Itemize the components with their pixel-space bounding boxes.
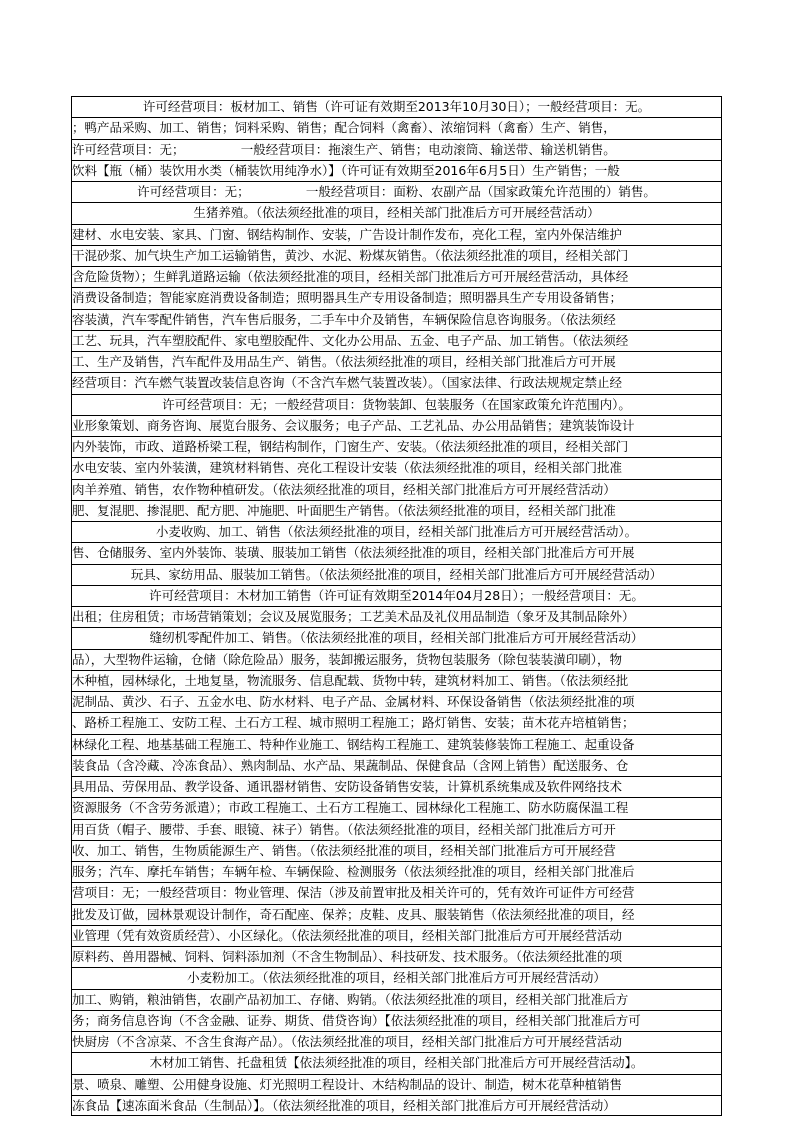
cell-text: ；鸭产品采购、加工、销售；饲料采购、销售；配合饲料（禽畜）、浓缩饲料（禽畜）生产、销售， xyxy=(72,120,616,136)
table-row xyxy=(71,925,722,946)
table-row xyxy=(71,755,722,776)
table-row xyxy=(71,181,722,202)
table-row xyxy=(71,712,722,733)
cell-text: 许可经营项目：无； 一般经营项目：面粉、农副产品（国家政策允许范围的）销售。 xyxy=(137,184,656,199)
table-row xyxy=(71,585,722,606)
table-row xyxy=(71,500,722,521)
table-row xyxy=(71,245,722,266)
cell-text: 业管理（凭有效资质经营）、小区绿化。（依法须经批准的项目，经相关部门批准后方可开展经营活动 xyxy=(72,927,623,943)
business-scope-table xyxy=(71,96,722,1116)
table-row xyxy=(71,96,722,117)
table-row xyxy=(71,946,722,967)
cell-text: 景、喷泉、雕塑、公用健身设施、灯光照明工程设计、木结构制品的设计、制造，树木花草种植销售 xyxy=(72,1076,623,1092)
cell-text: 木种植，园林绿化，土地复垦，物流服务、信息配载、货物中转，建筑材料加工、销售。（依法须经批 xyxy=(72,672,629,688)
cell-text: 建材、水电安装、家具、门窗、钢结构制作、安装，广告设计制作发布，亮化工程，室内外保洁维护 xyxy=(72,226,623,242)
cell-text: 营项目：无；一般经营项目：物业管理、保洁（涉及前置审批及相关许可的，凭有效许可证件方可经营 xyxy=(72,885,635,901)
cell-text: 、路桥工程施工、安防工程、土石方工程、城市照明工程施工；路灯销售、安装；苗木花卉培植销售； xyxy=(72,715,635,731)
cell-text: 玩具、家纺用品、服装加工销售。（依法须经批准的项目，经相关部门批准后方可开展经营活动） xyxy=(130,566,663,582)
table-row xyxy=(71,989,722,1010)
table-row xyxy=(71,266,722,287)
table-row xyxy=(71,139,722,160)
table-row xyxy=(71,904,722,925)
cell-text: 品），大型物件运输，仓储（除危险品）服务，装卸搬运服务，货物包装服务（除包装装潢印刷），物 xyxy=(72,651,623,667)
table-row xyxy=(71,627,722,648)
table-row xyxy=(71,649,722,670)
table-row xyxy=(71,224,722,245)
cell-text: 具用品、劳保用品、教学设备、通讯器材销售、安防设备销售安装，计算机系统集成及软件网络技术 xyxy=(72,779,623,794)
cell-text: 小麦收购、加工、销售（依法须经批准的项目，经相关部门批准后方可开展经营活动）。 xyxy=(155,524,638,539)
table-row xyxy=(71,1074,722,1095)
table-row xyxy=(71,117,722,138)
table-row xyxy=(71,1010,722,1031)
cell-text: 售、仓储服务、室内外装饰、装璜、服装加工销售（依法须经批准的项目，经相关部门批准后方可开展 xyxy=(72,545,635,561)
cell-text: 水电安装、室内外装潢，建筑材料销售、亮化工程设计安装（依法须经批准的项目，经相关部门批准 xyxy=(72,460,623,476)
cell-text: 经营项目：汽车燃气装置改装信息咨询（不含汽车燃气装置改装）。（国家法律、行政法规规定禁止经 xyxy=(72,375,623,391)
table-row xyxy=(71,202,722,223)
table-row xyxy=(71,1052,722,1073)
table-row xyxy=(71,882,722,903)
cell-text: 加工、购销，粮油销售，农副产品初加工、存储、购销。（依法须经批准的项目，经相关部门批准后方 xyxy=(72,991,629,1007)
table-row xyxy=(71,372,722,393)
cell-text: 业形象策划、商务咨询、展览台服务、会议服务；电子产品、工艺礼品、办公用品销售；建筑装饰设计 xyxy=(72,417,635,433)
cell-text: 工艺、玩具，汽车塑胶配件、家电塑胶配件、文化办公用品、五金、电子产品、加工销售。（依法须经 xyxy=(72,332,629,348)
table-row xyxy=(71,1095,722,1116)
table-row xyxy=(71,967,722,988)
table-row xyxy=(71,542,722,563)
cell-text: 林绿化工程、地基基础工程施工、特种作业施工、钢结构工程施工、建筑装修装饰工程施工、起重设备 xyxy=(72,736,635,752)
cell-text: 工、生产及销售，汽车配件及用品生产、销售。（依法须经批准的项目，经相关部门批准后方可开展 xyxy=(72,354,616,369)
cell-text: 许可经营项目：木材加工销售（许可证有效期至2014年04月28日）；一般经营项目：无。 xyxy=(149,587,644,603)
table-row xyxy=(71,819,722,840)
cell-text: 肉羊养殖、销售，农作物种植研发。（依法须经批准的项目，经相关部门批准后方可开展经营活动） xyxy=(72,481,616,497)
table-row xyxy=(71,415,722,436)
cell-text: 干混砂浆、加气块生产加工运输销售，黄沙、水泥、粉煤灰销售。（依法须经批准的项目，经相关部门 xyxy=(72,247,629,263)
cell-text: 原料药、兽用器械、饲料、饲料添加剂（不含生物制品）、科技研发、技术服务。（依法须经批准的项 xyxy=(72,949,623,964)
cell-text: 含危险货物）；生鲜乳道路运输（依法须经批准的项目，经相关部门批准后方可开展经营活动，具体经 xyxy=(72,269,629,284)
cell-text: 内外装饰，市政、道路桥梁工程，钢结构制作，门窗生产、安装。（依法须经批准的项目，经相关部门 xyxy=(72,439,629,454)
table-row xyxy=(71,1031,722,1052)
cell-text: 缝纫机零配件加工、销售。（依法须经批准的项目，经相关部门批准后方可开展经营活动） xyxy=(149,630,644,646)
table-row xyxy=(71,776,722,797)
table-row xyxy=(71,160,722,181)
cell-text: 冻食品【速冻面米食品（生制品）】。（依法须经批准的项目，经相关部门批准后方可开展经营活动） xyxy=(72,1097,616,1113)
table-row xyxy=(71,309,722,330)
cell-text: 木材加工销售、托盘租赁【依法须经批准的项目，经相关部门批准后方可开展经营活动】。 xyxy=(149,1055,644,1071)
cell-text: 出租；住房租赁；市场营销策划；会议及展览服务；工艺美术品及礼仪用品制造（象牙及其制品除外） xyxy=(72,609,635,624)
cell-text: 快厨房（不含凉菜、不含生食海产品）。（依法须经批准的项目，经相关部门批准后方可开展经营活动 xyxy=(72,1034,623,1049)
cell-text: 肥、复混肥、掺混肥、配方肥、冲施肥、叶面肥生产销售。（依法须经批准的项目，经相关部门批准 xyxy=(72,502,616,518)
table-row xyxy=(71,670,722,691)
cell-text: 消费设备制造；智能家庭消费设备制造；照明器具生产专用设备制造；照明器具生产专用设备销售； xyxy=(72,290,623,306)
cell-text: 收、加工、销售，生物质能源生产、销售。（依法须经批准的项目，经相关部门批准后方可开展经营 xyxy=(72,842,616,858)
table-row xyxy=(71,351,722,372)
table-row xyxy=(71,564,722,585)
table-row xyxy=(71,330,722,351)
table-row xyxy=(71,606,722,627)
cell-text: 小麦粉加工。（依法须经批准的项目，经相关部门批准后方可开展经营活动） xyxy=(187,970,606,986)
cell-text: 批发及订做，园林景观设计制作，奇石配座、保养；皮鞋、皮具、服装销售（依法须经批准的项目，经 xyxy=(72,906,635,922)
cell-text: 资源服务（不含劳务派遣）；市政工程施工、土石方工程施工、园林绿化工程施工、防水防腐保温工程 xyxy=(72,800,629,816)
table-row xyxy=(71,521,722,542)
cell-text: 服务；汽车、摩托车销售；车辆年检、车辆保险、检测服务（依法须经批准的项目，经相关部门批准后 xyxy=(72,864,635,879)
table-row xyxy=(71,840,722,861)
table-row xyxy=(71,797,722,818)
cell-text: 务；商务信息咨询（不含金融、证券、期货、借贷咨询）【依法须经批准的项目，经相关部门批准后方可 xyxy=(72,1012,641,1028)
cell-text: 用百货（帽子、腰带、手套、眼镜、袜子）销售。（依法须经批准的项目，经相关部门批准后方可开 xyxy=(72,821,616,837)
table-row xyxy=(71,479,722,500)
table-row xyxy=(71,734,722,755)
cell-text: 许可经营项目：无； 一般经营项目：拖滚生产、销售；电动滚筒、输送带、输送机销售。 xyxy=(72,141,616,157)
table-row xyxy=(71,861,722,882)
cell-text: 饮料【瓶（桶）装饮用水类（桶装饮用纯净水）】（许可证有效期至2016年6月5日）生产销售；一般 xyxy=(72,162,620,178)
cell-text: 容装潢，汽车零配件销售，汽车售后服务，二手车中介及销售，车辆保险信息咨询服务。（依法须经 xyxy=(72,311,616,327)
cell-text: 生猪养殖。（依法须经批准的项目，经相关部门批准后方可开展经营活动） xyxy=(193,205,600,221)
cell-text: 泥制品、黄沙、石子、五金水电、防水材料、电子产品、金属材料、环保设备销售（依法须经批准的项 xyxy=(72,694,635,709)
cell-text: 许可经营项目：无；一般经营项目：货物装卸、包装服务（在国家政策允许范围内）。 xyxy=(162,396,631,412)
table-row xyxy=(71,457,722,478)
table-row xyxy=(71,287,722,308)
cell-text: 装食品（含冷藏、冷冻食品）、熟肉制品、水产品、果蔬制品、保健食品（含网上销售）配送服务、仓 xyxy=(72,757,629,773)
table-row xyxy=(71,436,722,457)
table-row xyxy=(71,691,722,712)
cell-text: 许可经营项目：板材加工、销售（许可证有效期至2013年10月30日）；一般经营项目：无。 xyxy=(142,99,651,114)
table-row xyxy=(71,394,722,415)
